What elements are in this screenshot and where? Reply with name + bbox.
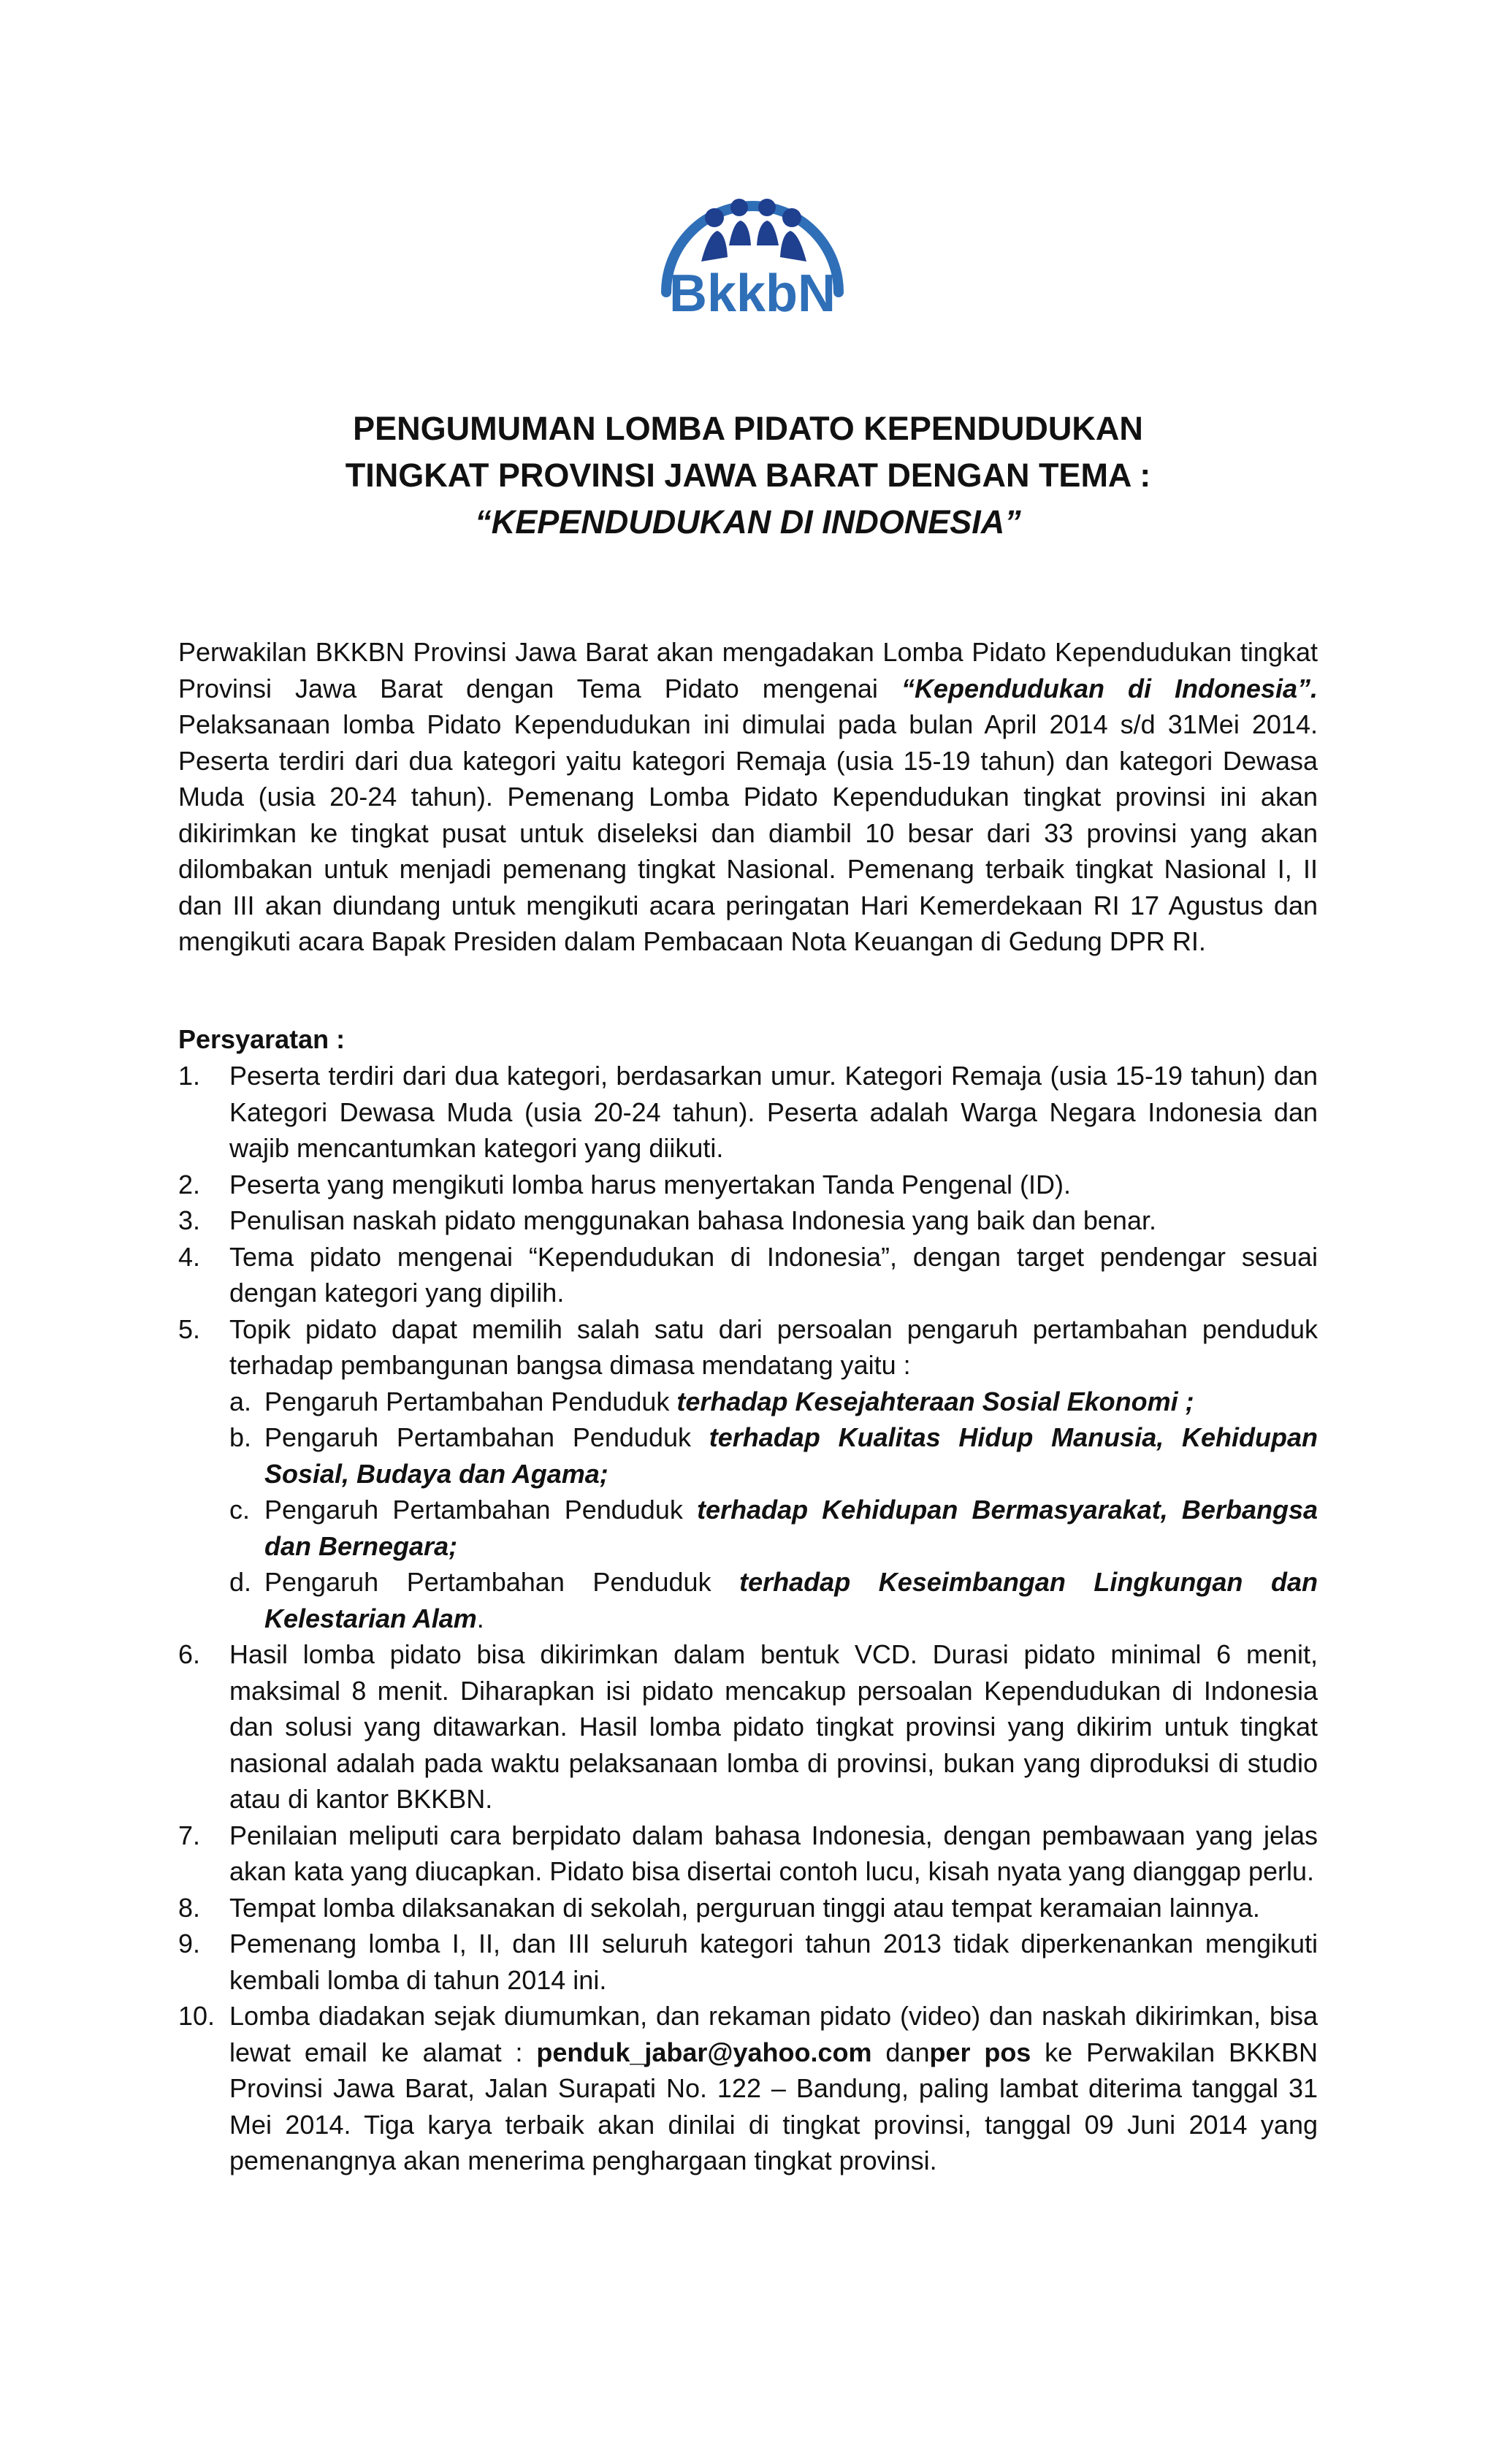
requirements-heading: Persyaratan : (178, 1024, 346, 1054)
sub-item-emphasis: terhadap Keseimbangan Lingkungan dan Kelestarian Alam (264, 1567, 1318, 1633)
by-post-label: per pos (929, 2037, 1031, 2067)
title-line-1: PENGUMUMAN LOMBA PIDATO KEPENDUDUKAN (353, 410, 1143, 447)
item-number: 4. (178, 1241, 201, 1272)
document-title (0, 405, 1496, 546)
list-item (178, 1890, 1318, 1926)
item-number: 3. (178, 1205, 201, 1235)
sub-item-letter: c. (229, 1495, 251, 1525)
intro-text-2: Pelaksanaan lomba Pidato Kependudukan ini dimulai pada bulan April 2014 s/d 31Mei 2014. Peserta terdiri dari dua kategori yaitu kategori Remaja (usia 15-19 tahun) dan kategori Dewasa Muda (usia 20-24 tahun). Pemenang Lomba Pidato Kependudukan tingkat provinsi ini akan dikirimkan ke tingkat pusat untuk diseleksi dan diambil 10 besar dari 33 provinsi yang akan dilombakan untuk menjadi pemenang tingkat Nasional. Pemenang terbaik tingkat Nasional I, II dan III akan diundang untuk mengikuti acara peringatan Hari Kemerdekaan RI 17 Agustus dan mengikuti acara Bapak Presiden dalam Pembacaan Nota Keuangan di Gedung DPR RI. (178, 709, 1318, 956)
sub-item-emphasis: terhadap Kehidupan Bermasyarakat, Berbangsa dan Bernegara; (264, 1495, 1318, 1561)
sub-item-text: Pengaruh Pertambahan Penduduk (264, 1495, 698, 1525)
intro-paragraph (178, 634, 1318, 960)
item-text: Peserta yang mengikuti lomba harus menyertakan Tanda Pengenal (ID). (229, 1169, 1071, 1199)
intro-text-1: Perwakilan BKKBN Provinsi Jawa Barat akan mengadakan Lomba Pidato Kependudukan tingkat Provinsi Jawa Barat dengan Tema Pidato mengenai (178, 637, 1318, 703)
item-text-pre: Lomba diadakan sejak diumumkan, dan rekaman pidato (video) dan naskah dikirimkan, bisa lewat email ke alamat : (229, 2001, 1318, 2067)
sub-item-text: Pengaruh Pertambahan Penduduk (264, 1422, 709, 1452)
item-text: Topik pidato dapat memilih salah satu dari persoalan pengaruh pertambahan penduduk terhadap pembangunan bangsa dimasa mendatang yaitu : (229, 1313, 1318, 1380)
item-number: 2. (178, 1169, 201, 1199)
sub-list-item (229, 1384, 1318, 1420)
list-item (178, 1311, 1318, 1637)
sub-item-emphasis: terhadap Kualitas Hidup Manusia, Kehidupan Sosial, Budaya dan Agama; (264, 1422, 1318, 1489)
item-number: 1. (178, 1061, 201, 1091)
list-item (178, 1058, 1318, 1167)
logo-wordmark: BkkbN (668, 264, 836, 321)
bkkbn-logo (650, 175, 855, 321)
item-text: Peserta terdiri dari dua kategori, berdasarkan umur. Kategori Remaja (usia 15-19 tahun) dan Kategori Dewasa Muda (usia 20-24 tahun). Peserta adalah Warga Negara Indonesia dan wajib mencantumkan kategori yang diikuti. (229, 1061, 1318, 1163)
list-item (178, 1202, 1318, 1239)
item-number: 9. (178, 1929, 201, 1958)
item-text: Penulisan naskah pidato menggunakan bahasa Indonesia yang baik dan benar. (229, 1205, 1156, 1235)
requirements-list (178, 1058, 1318, 2179)
item-text: Tempat lomba dilaksanakan di sekolah, perguruan tinggi atau tempat keramaian lainnya. (229, 1892, 1260, 1923)
bkkbn-logo-icon (650, 175, 855, 321)
sub-item-tail: . (476, 1603, 484, 1633)
list-item (178, 1818, 1318, 1890)
item-text: Penilaian meliputi cara berpidato dalam bahasa Indonesia, dengan pembawaan yang jelas akan kata yang diucapkan. Pidato bisa disertai contoh lucu, kisah nyata yang dianggap perlu. (229, 1820, 1318, 1886)
item-text: Tema pidato mengenai “Kependudukan di Indonesia”, dengan target pendengar sesuai dengan kategori yang dipilih. (229, 1241, 1318, 1308)
sub-item-letter: b. (229, 1422, 252, 1452)
item-text: Pemenang lomba I, II, dan III seluruh kategori tahun 2013 tidak diperkenankan mengikuti kembali lomba di tahun 2014 ini. (229, 1929, 1318, 1995)
list-item (178, 1926, 1318, 1998)
list-item (178, 1239, 1318, 1311)
item-text-post: ke Perwakilan BKKBN Provinsi Jawa Barat, Jalan Surapati No. 122 – Bandung, paling lambat diterima tanggal 31 Mei 2014. Tiga karya terbaik akan dinilai di tingkat provinsi, tanggal 09 Juni 2014 yang pemenangnya akan menerima penghargaan tingkat provinsi. (229, 2037, 1318, 2175)
list-item (178, 1167, 1318, 1203)
item-text-mid: dan (871, 2037, 930, 2067)
list-item (178, 1636, 1318, 1818)
title-line-2: TINGKAT PROVINSI JAWA BARAT DENGAN TEMA : (345, 457, 1151, 494)
sub-item-letter: a. (229, 1386, 252, 1416)
sub-item-emphasis: terhadap Kesejahteraan Sosial Ekonomi ; (676, 1386, 1194, 1416)
sub-item-text: Pengaruh Pertambahan Penduduk (264, 1386, 677, 1416)
topic-sublist (229, 1384, 1318, 1637)
intro-theme: “Kependudukan di Indonesia”. (901, 673, 1318, 703)
sub-list-item (229, 1492, 1318, 1564)
item-number: 5. (178, 1313, 201, 1344)
title-line-3: “KEPENDUDUKAN DI INDONESIA” (475, 503, 1021, 541)
item-text: Hasil lomba pidato bisa dikirimkan dalam bentuk VCD. Durasi pidato minimal 6 menit, maksimal 8 menit. Diharapkan isi pidato mencakup persoalan Kependudukan di Indonesia dan solusi yang ditawarkan. Hasil lomba pidato tingkat provinsi yang dikirim untuk tingkat nasional adalah pada waktu pelaksanaan lomba di provinsi, bukan yang diproduksi di studio atau di kantor BKKBN. (229, 1639, 1318, 1814)
list-item (178, 1998, 1318, 2179)
sub-item-text: Pengaruh Pertambahan Penduduk (264, 1567, 740, 1597)
contact-email[interactable]: penduk_jabar@yahoo.com (536, 2037, 872, 2067)
sub-item-letter: d. (229, 1567, 252, 1597)
item-number: 8. (178, 1892, 201, 1923)
item-number: 10. (178, 2001, 215, 2031)
sub-list-item (229, 1419, 1318, 1492)
item-number: 7. (178, 1820, 201, 1850)
sub-list-item (229, 1564, 1318, 1636)
item-number: 6. (178, 1639, 201, 1669)
